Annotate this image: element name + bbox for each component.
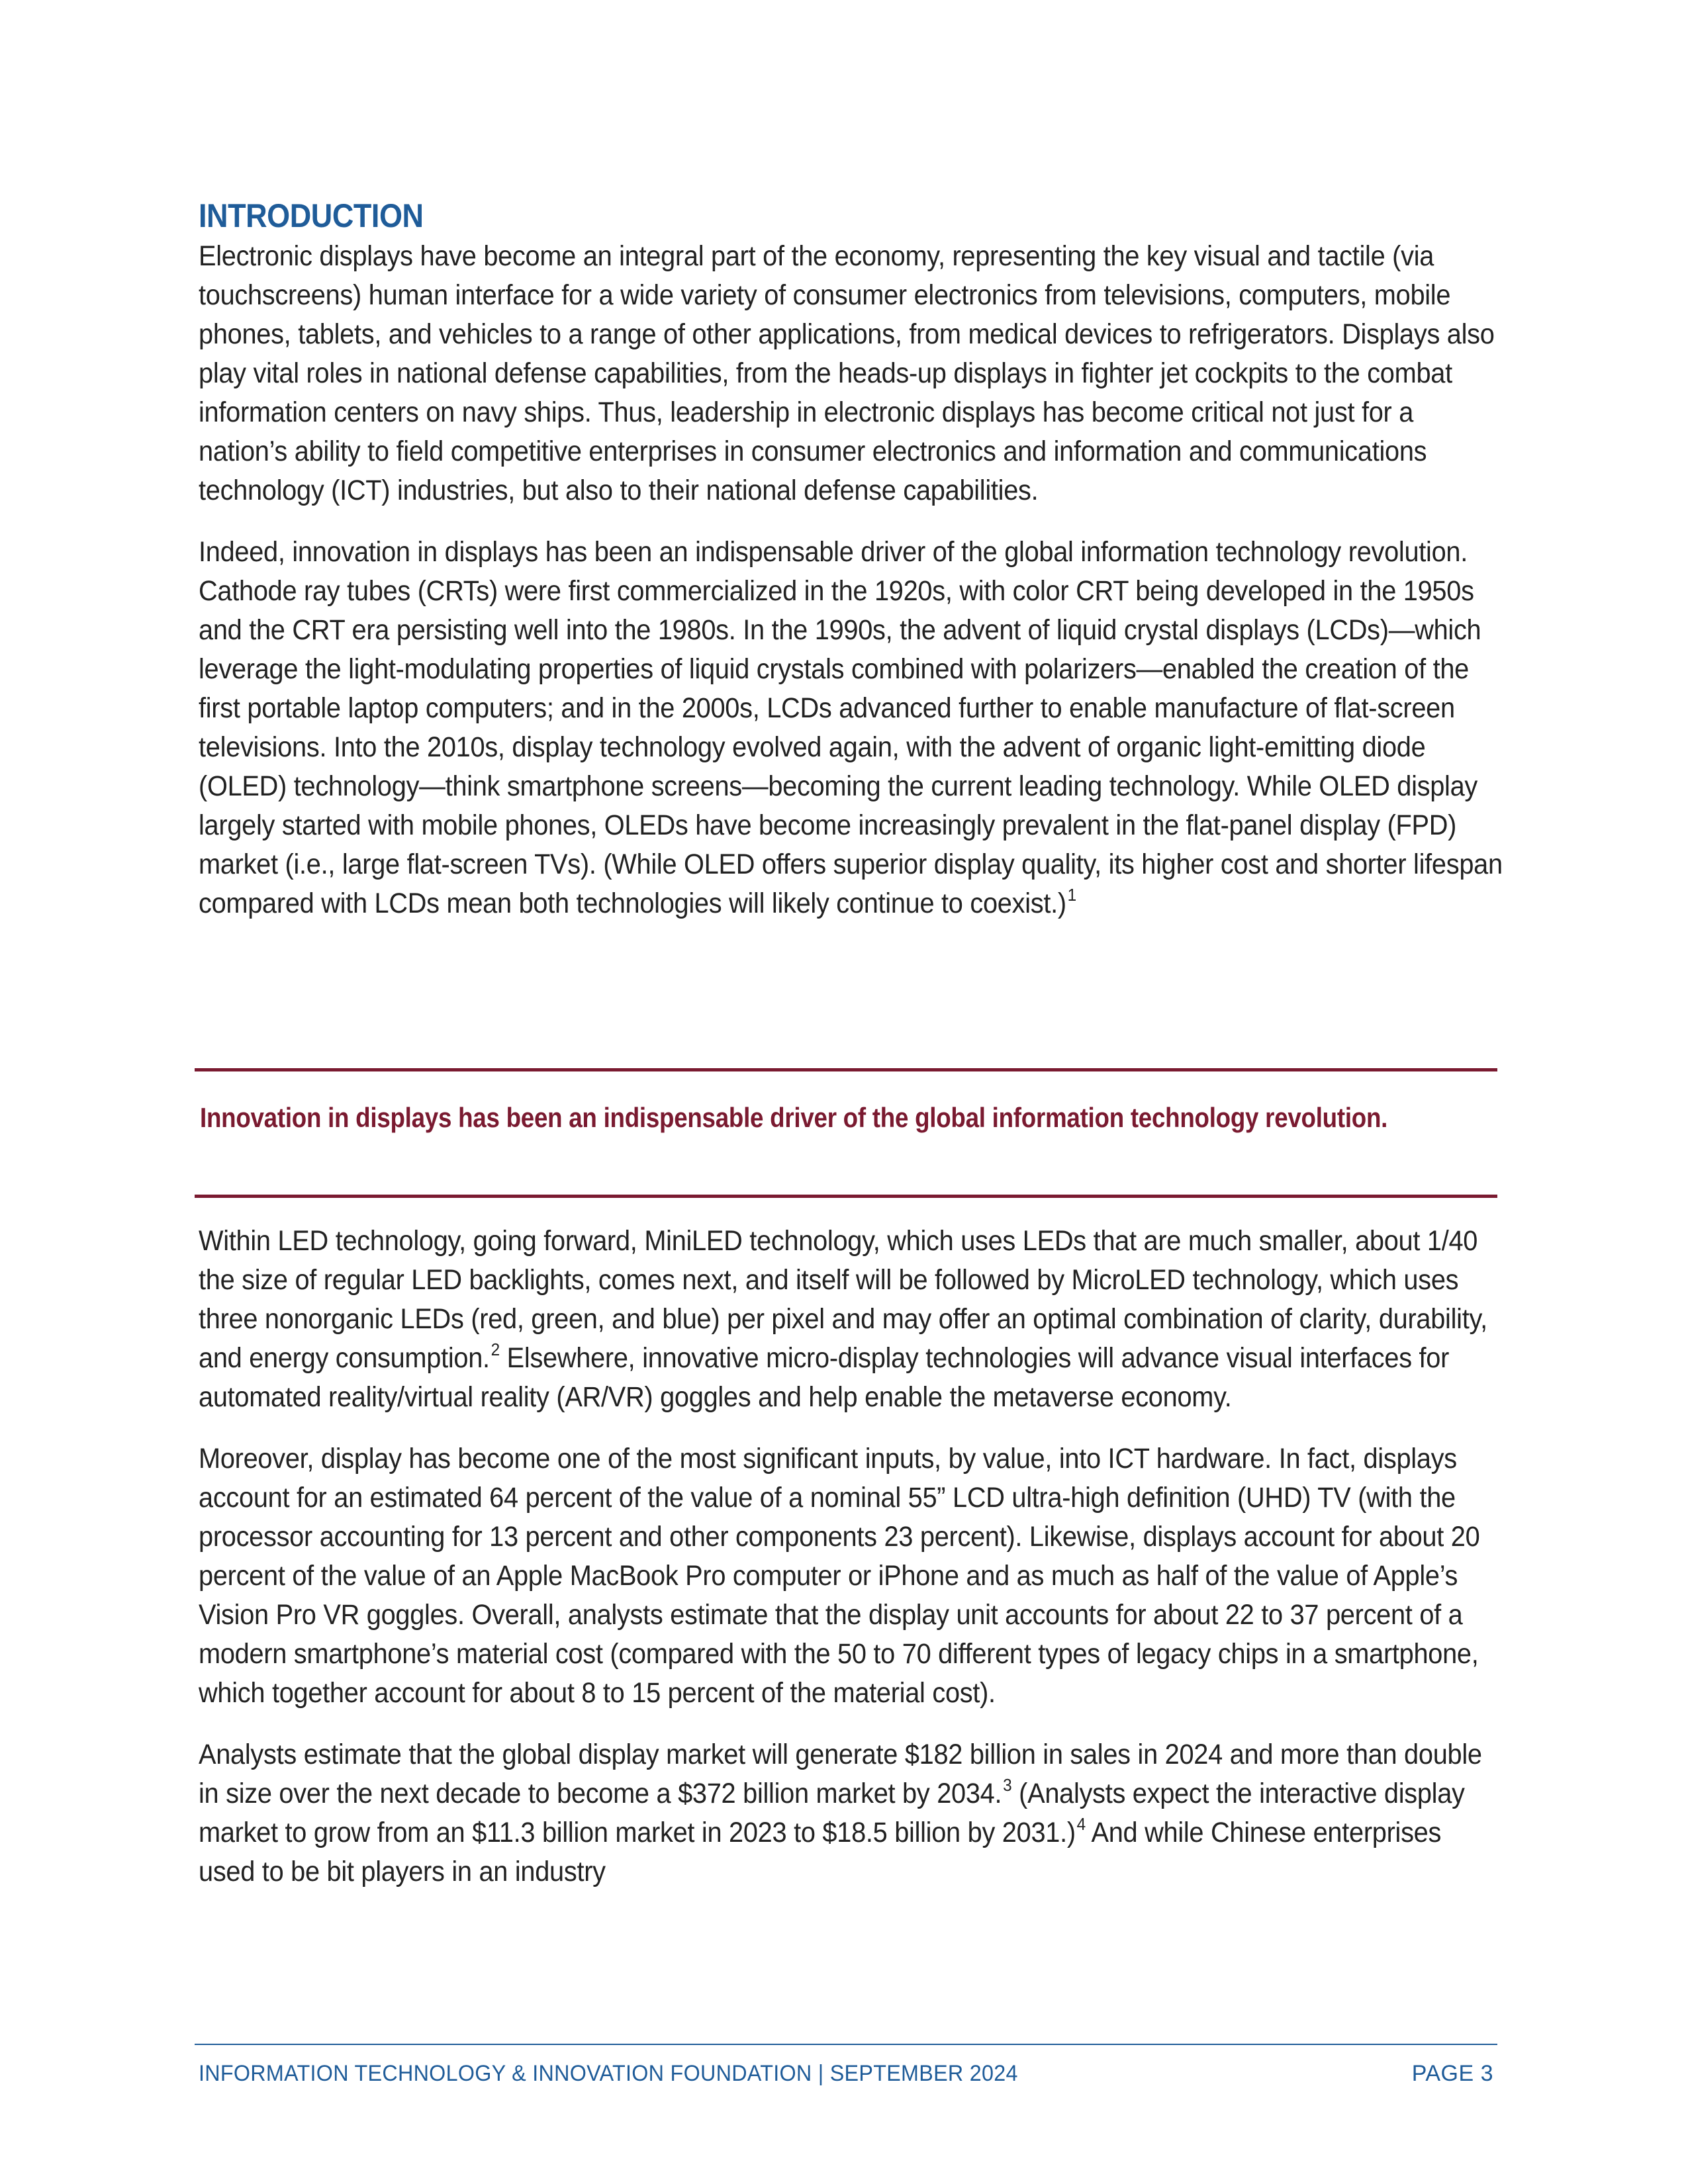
paragraph-text: Indeed, innovation in displays has been an indispensable driver of the global information technology revolution. Cathode ray tubes (CRTs) were first commercialized in the 1920s, with color CRT being developed in the 1950s and the CRT era persisting well into the 1980s. In the 1990s, the advent of liquid crystal displays (LCDs)—which leverage the light-modulating properties of liquid crystals combined with polarizers—enabled the creation of the first portable laptop computers; and in the 2000s, LCDs advanced further to enable manufacture of flat-screen televisions. Into the 2010s, display technology evolved again, with the advent of organic light-emitting diode (OLED) technology—think smartphone screens—becoming the current leading technology. While OLED display largely started with mobile phones, OLEDs have become increasingly prevalent in the flat-panel display (FPD) market (i.e., large flat-screen TVs). (While OLED offers superior display quality, its higher cost and shorter lifespan compared with LCDs mean both technologies will likely continue to coexist.) — [199, 537, 1503, 919]
footer-publisher: INFORMATION TECHNOLOGY & INNOVATION FOUNDATION | SEPTEMBER 2024 — [199, 2061, 1018, 2086]
paragraph-text: (Analysts expect the interactive display market to grow from an $11.3 billion market in 2023 to $18.5 billion by 2031.) — [199, 1778, 1465, 1848]
paragraph-text: Electronic displays have become an integral part of the economy, representing the key visual and tactile (via touchscreens) human interface for a wide variety of consumer electronics from televisions, computers, mobile phones, tablets, and vehicles to a range of other applications, from medical devices to refrigerators. Displays also play vital roles in national defense capabilities, from the heads-up displays in fighter jet cockpits to the combat information centers on navy ships. Thus, leadership in electronic displays has become critical not just for a nation’s ability to field competitive enterprises in consumer electronics and information and communications technology (ICT) industries, but also to their national defense capabilities. — [199, 241, 1495, 506]
footnote-ref-3[interactable]: 3 — [1003, 1775, 1012, 1795]
footnote-ref-4[interactable]: 4 — [1076, 1814, 1086, 1834]
paragraph-led — [199, 1222, 1505, 1417]
paragraph-text: And while Chinese enterprises used to be bit players in an industry — [199, 1817, 1442, 1888]
footnote-ref-2[interactable]: 2 — [491, 1340, 500, 1359]
paragraph-text: Elsewhere, innovative micro-display technologies will advance visual interfaces for automated reality/virtual reality (AR/VR) goggles and help enable the metaverse economy. — [199, 1343, 1450, 1413]
footnote-ref-1[interactable]: 1 — [1067, 885, 1076, 905]
pullquote-box — [195, 1068, 1497, 1198]
section-heading: INTRODUCTION — [199, 197, 424, 234]
lower-content — [199, 1222, 1496, 1914]
page-number: PAGE 3 — [1411, 2061, 1493, 2086]
paragraph-text: Analysts estimate that the global display market will generate $182 billion in sales in 2024 and more than double in size over the next decade to become a $372 billion market by 2034. — [199, 1739, 1482, 1809]
paragraph-intro — [199, 237, 1505, 510]
footer-divider — [195, 2044, 1497, 2045]
main-content — [199, 196, 1503, 946]
paragraph-value — [199, 1439, 1505, 1713]
pullquote-text: Innovation in displays has been an indispensable driver of the global information technology revolution. — [200, 1102, 1388, 1133]
paragraph-innovation — [199, 533, 1505, 923]
paragraph-text: Moreover, display has become one of the most significant inputs, by value, into ICT hardware. In fact, displays account for an estimated 64 percent of the value of a nominal 55” LCD ultra-high definition (UHD) TV (with the processor accounting for 13 percent and other components 23 percent). Likewise, displays account for about 20 percent of the value of an Apple MacBook Pro computer or iPhone and as much as half of the value of Apple’s Vision Pro VR goggles. Overall, analysts estimate that the display unit accounts for about 22 to 37 percent of a modern smartphone’s material cost (compared with the 50 to 70 different types of legacy chips in a smartphone, which together account for about 8 to 15 percent of the material cost). — [199, 1443, 1480, 1709]
paragraph-text: Within LED technology, going forward, MiniLED technology, which uses LEDs that are much smaller, about 1/40 the size of regular LED backlights, comes next, and itself will be followed by MicroLED technology, which uses three nonorganic LEDs (red, green, and blue) per pixel and may offer an optimal combination of clarity, durability, and energy consumption. — [199, 1226, 1487, 1374]
paragraph-market — [199, 1735, 1505, 1891]
